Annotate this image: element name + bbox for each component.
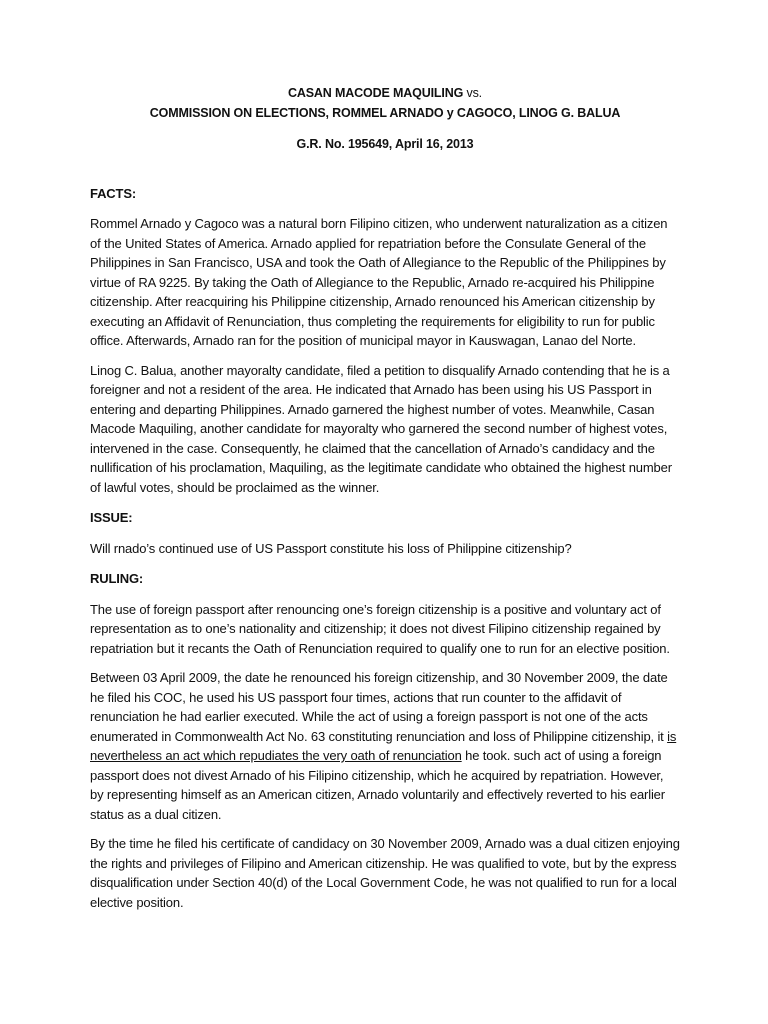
ruling-paragraph-2 [90,668,680,824]
facts-paragraph-1: Rommel Arnado y Cagoco was a natural born Filipino citizen, who underwent naturalization as a citizen of the United States of America. Arnado applied for repatriation before the Consulate General of the Philippines in San Francisco, USA and took the Oath of Allegiance to the Republic of the Philippines by virtue of RA 9225. By taking the Oath of Allegiance to the Republic, Arnado re-acquired his Philippine citizenship. After reacquiring his Philippine citizenship, Arnado renounced his American citizenship by executing an Affidavit of Renunciation, thus completing the requirements for eligibility to run for public office. Afterwards, Arnado ran for the position of municipal mayor in Kauswagan, Lanao del Norte. [90,216,668,348]
case-title-line-2: COMMISSION ON ELECTIONS, ROMMEL ARNADO y CAGOCO, LINOG G. BALUA [149,105,621,120]
case-gr-number: G.R. No. 195649, April 16, 2013 [296,137,474,151]
ruling-heading: RULING: [90,571,144,586]
ruling-paragraph-2-end: he took. such act of using a foreign passport does not divest Arnado of his Filipino citizenship, which he acquired by repatriation. However, by representing himself as an American citizen, Arnado voluntarily and effectively reverted to his earlier status as a dual citizen. [90,748,665,822]
case-title-line-1 [90,84,680,104]
facts-paragraph-2: Linog C. Balua, another mayoralty candidate, filed a petition to disqualify Arnado contending that he is a foreigner and not a resident of the area. He indicated that Arnado has been using his US Passport in entering and departing Philippines. Arnado garnered the highest number of votes. Meanwhile, Casan Macode Maquiling, another candidate for mayoralty who garnered the second number of highest votes, intervened in the case. Consequently, he claimed that the cancellation of Arnado’s candidacy and the nullification of his proclamation, Maquiling, as the legitimate candidate who obtained the highest number of lawful votes, should be proclaimed as the winner. [90,362,672,495]
issue-heading: ISSUE: [90,510,133,525]
ruling-paragraph-3: By the time he filed his certificate of candidacy on 30 November 2009, Arnado was a dual citizen enjoying the rights and privileges of Filipino and American citizenship. He was qualified to vote, but by the express disqualification under Section 40(d) of the Local Government Code, he was not qualified to run for a local elective position. [90,836,680,910]
document-page [90,84,680,912]
ruling-paragraph-1: The use of foreign passport after renouncing one’s foreign citizenship is a positive and voluntary act of representation as to one’s nationality and citizenship; it does not divest Filipino citizenship regained by repatriation but it recants the Oath of Renunciation required to qualify one to run for an elective position. [90,601,670,656]
facts-heading: FACTS: [90,185,137,201]
issue-text: Will rnado’s continued use of US Passport constitute his loss of Philippine citizenship? [90,540,572,556]
petitioner-name: CASAN MACODE MAQUILING [287,86,464,100]
versus-label: vs. [466,86,483,100]
underlined-phrase: is nevertheless an act which repudiates the very oath of renunciation [90,728,677,763]
ruling-paragraph-2-start: Between 03 April 2009, the date he renounced his foreign citizenship, and 30 November 2009, the date he filed his COC, he used his US passport four times, actions that run counter to the affidavit of renunciation he had earlier executed. While the act of using a foreign passport is not one of the acts enumerated in Commonwealth Act No. 63 constituting renunciation and loss of Philippine citizenship, it [90,670,668,744]
